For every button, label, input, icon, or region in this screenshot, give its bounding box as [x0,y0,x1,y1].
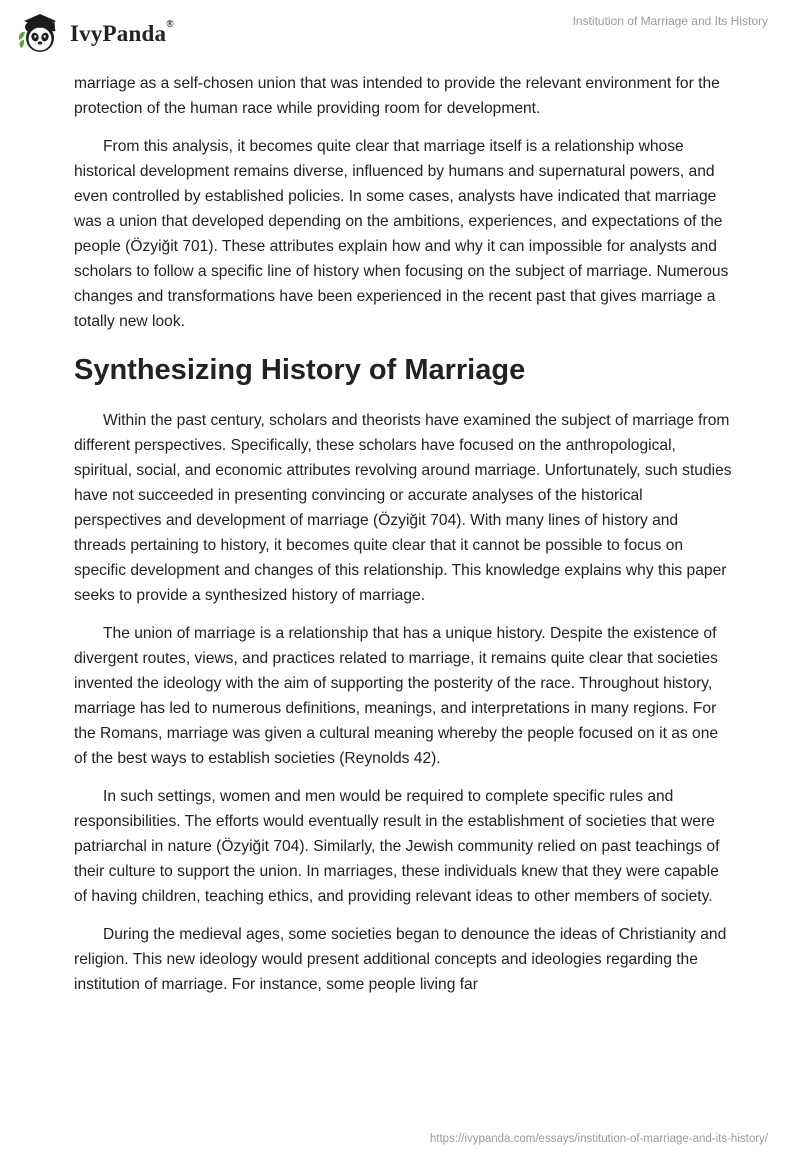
logo-wordmark [70,21,174,47]
paragraph: In such settings, women and men would be required to complete specific rules and responsibilities. The efforts would eventually result in the establishment of societies that were patriarchal in nature (Özyiğit 704). Similarly, the Jewish community relied on past teachings of their culture to support the union. In marriages, these individuals knew that they were capable of having children, teaching ethics, and providing relevant ideas to other members of society. [74,788,720,905]
paragraph: From this analysis, it becomes quite clear that marriage itself is a relationship whose historical development remains diverse, influenced by humans and supernatural powers, and even controlled by established policies. In some cases, analysts have indicated that marriage was a union that developed depending on the ambitions, experiences, and expectations of the people (Özyiğit 701). These attributes explain how and why it can impossible for analysts and scholars to follow a specific line of history when focusing on the subject of marriage. Numerous changes and transformations have been experienced in the recent past that gives marriage a totally new look. [74,138,729,330]
document-title: Institution of Marriage and Its History [572,14,768,28]
paragraph: Within the past century, scholars and theorists have examined the subject of marriage from different perspectives. Specifically, these scholars have focused on the anthropological, spiritual, social, and economic attributes revolving around marriage. Unfortunately, such studies have not succeeded in presenting convincing or accurate analyses of the historical perspectives and development of marriage (Özyiğit 704). With many lines of history and threads pertaining to history, it becomes quite clear that it cannot be possible to focus on specific development and changes of this relationship. This knowledge explains why this paper seeks to provide a synthesized history of marriage. [74,412,732,604]
section-heading: Synthesizing History of Marriage [74,354,526,386]
essay-body [74,71,734,997]
page-header [0,0,800,66]
ivypanda-logo[interactable] [16,10,174,58]
logo-text: IvyPanda [70,21,167,46]
panda-logo-icon [16,10,64,58]
registered-mark: ® [166,19,174,30]
paragraph: During the medieval ages, some societies began to denounce the ideas of Christianity and religion. This new ideology would present additional concepts and ideologies regarding the institution of marriage. For instance, some people living far [74,926,727,993]
paragraph-continued: marriage as a self-chosen union that was intended to provide the relevant environment for the protection of the human race while providing room for development. [74,75,720,117]
source-url[interactable]: https://ivypanda.com/essays/institution-of-marriage-and-its-history/ [429,1133,768,1145]
paragraph: The union of marriage is a relationship that has a unique history. Despite the existence of divergent routes, views, and practices related to marriage, it remains quite clear that societies invented the ideology with the aim of supporting the posterity of the race. Throughout history, marriage has led to numerous definitions, meanings, and interpretations in many regions. For the Romans, marriage was given a cultural meaning whereby the people focused on it as one of the best ways to establish societies (Reynolds 42). [74,625,719,767]
